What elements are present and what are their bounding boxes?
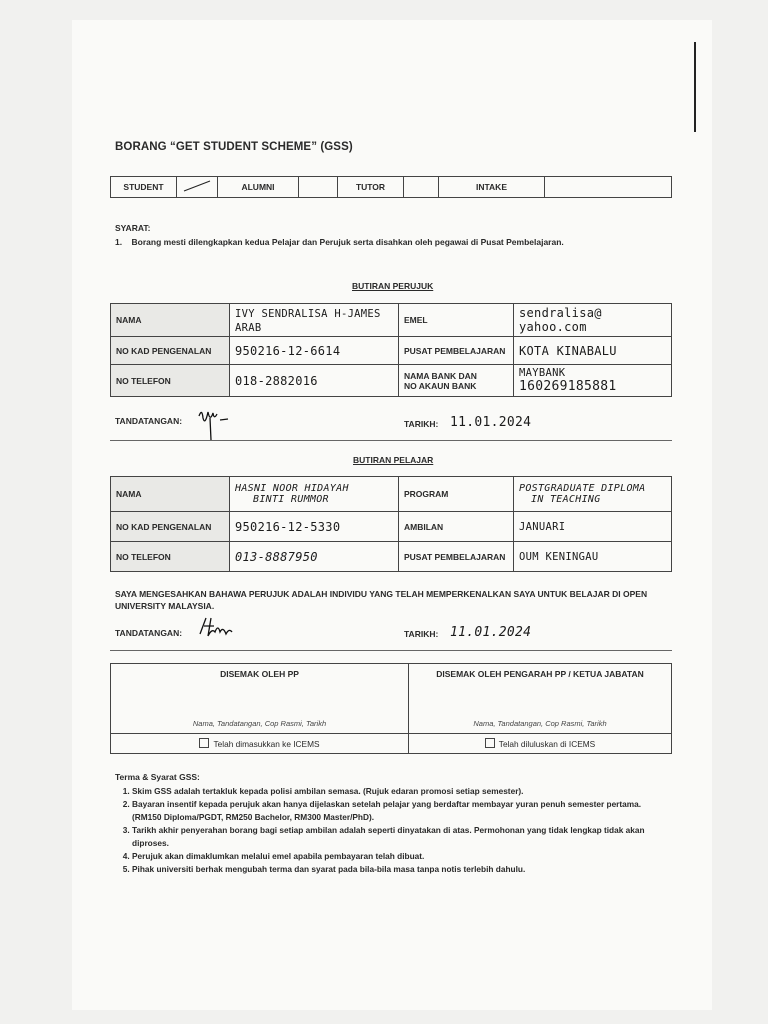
form-title: BORANG “GET STUDENT SCHEME” (GSS) xyxy=(115,141,353,153)
verification-table xyxy=(110,663,672,754)
pelajar-tel-label: NO TELEFON xyxy=(111,542,230,572)
pelajar-program-field[interactable] xyxy=(514,477,672,512)
perujuk-tel-value: 018-2882016 xyxy=(235,373,318,388)
intake-field[interactable] xyxy=(545,177,672,198)
page-edge-mark xyxy=(694,42,696,132)
pelajar-tel-field[interactable] xyxy=(230,542,399,572)
syarat-item: 1. Borang mesti dilengkapkan kedua Pelajar dan Perujuk serta disahkan oleh pegawai di Pusat Pembelajaran. xyxy=(115,237,564,247)
perujuk-nama-value: IVY SENDRALISA H-JAMES ARAB xyxy=(235,308,381,334)
perujuk-signature[interactable] xyxy=(196,404,240,449)
icems-entered-label: Telah dimasukkan ke ICEMS xyxy=(213,739,320,749)
pelajar-nama-line2: BINTI RUMMOR xyxy=(253,494,329,505)
perujuk-bank-name: MAYBANK xyxy=(519,367,566,379)
pelajar-signature[interactable] xyxy=(196,614,240,649)
pelajar-section-title: BUTIRAN PELAJAR xyxy=(353,455,434,465)
pelajar-ic-label: NO KAD PENGENALAN xyxy=(111,512,230,542)
perujuk-sign-label: TANDATANGAN: xyxy=(115,416,183,426)
declaration-sign-label: TANDATANGAN: xyxy=(115,628,183,638)
student-checkbox[interactable] xyxy=(177,177,218,198)
divider xyxy=(110,440,672,441)
perujuk-bank-label-line1: NAMA BANK DAN xyxy=(404,370,477,381)
terms-item: 2. Bayaran insentif kepada perujuk akan hanya dijelaskan setelah pelajar yang berdaftar membayar yuran penuh semester pertama. (RM150 Diploma/PGDT, RM250 Bachelor, RM300 Master/PhD). xyxy=(132,798,672,824)
pelajar-nama-field[interactable] xyxy=(230,477,399,512)
pelajar-pusat-value: OUM KENINGAU xyxy=(519,550,599,563)
pelajar-signature-mark xyxy=(196,614,240,644)
director-verify-caption: Nama, Tandatangan, Cop Rasmi, Tarikh xyxy=(473,719,607,728)
icems-approved-checkbox[interactable] xyxy=(485,738,495,748)
perujuk-emel-label: EMEL xyxy=(399,304,514,337)
pp-verify-title: DISEMAK OLEH PP xyxy=(220,669,299,679)
declaration-text: SAYA MENGESAHKAN BAHAWA PERUJUK ADALAH INDIVIDU YANG TELAH MEMPERKENALKAN SAYA UNTUK BELAJAR DI OPEN UNIVERSITY MALAYSIA. xyxy=(115,589,648,611)
perujuk-bank-field[interactable] xyxy=(514,365,672,397)
declaration-date-label: TARIKH: xyxy=(404,629,439,639)
perujuk-ic-field[interactable] xyxy=(230,337,399,365)
pelajar-tel-value: 013-8887950 xyxy=(235,549,318,564)
check-stroke-icon xyxy=(182,179,212,193)
icems-entered-checkbox[interactable] xyxy=(199,738,209,748)
pp-verify-cell[interactable] xyxy=(111,664,409,734)
terms-item: 5. Pihak universiti berhak mengubah terma dan syarat pada bila-bila masa tanpa notis terlebih dahulu. xyxy=(132,863,672,876)
perujuk-bank-label xyxy=(399,365,514,397)
perujuk-nama-field[interactable] xyxy=(230,304,399,337)
intake-label: INTAKE xyxy=(439,177,545,198)
category-table xyxy=(110,176,672,198)
icems-approved-label: Telah diluluskan di ICEMS xyxy=(498,739,596,749)
perujuk-tel-label: NO TELEFON xyxy=(111,365,230,397)
perujuk-bank-account: 160269185881 xyxy=(519,379,617,394)
pelajar-ambilan-field[interactable] xyxy=(514,512,672,542)
pp-verify-caption: Nama, Tandatangan, Cop Rasmi, Tarikh xyxy=(192,719,327,728)
declaration-date-value[interactable]: 11.01.2024 xyxy=(450,625,532,640)
icems-entered-cell[interactable] xyxy=(111,734,409,754)
perujuk-nama-label: NAMA xyxy=(111,304,230,337)
director-verify-cell[interactable] xyxy=(409,664,672,734)
pelajar-pusat-field[interactable] xyxy=(514,542,672,572)
perujuk-ic-label: NO KAD PENGENALAN xyxy=(111,337,230,365)
pelajar-ambilan-value: JANUARI xyxy=(519,520,566,533)
terms-item: 1. Skim GSS adalah tertakluk kepada polisi ambilan semasa. (Rujuk edaran promosi setiap semester). xyxy=(132,785,672,798)
perujuk-tel-field[interactable] xyxy=(230,365,399,397)
terms-list xyxy=(114,785,672,876)
terms-item: 3. Tarikh akhir penyerahan borang bagi setiap ambilan adalah seperti dinyatakan di atas. Permohonan yang tidak lengkap tidak akan diproses. xyxy=(132,824,672,850)
perujuk-bank-label-line2: NO AKAUN BANK xyxy=(404,380,477,391)
perujuk-signature-mark xyxy=(196,404,240,444)
pelajar-pusat-label: PUSAT PEMBELAJARAN xyxy=(399,542,514,572)
pelajar-program-label: PROGRAM xyxy=(399,477,514,512)
perujuk-ic-value: 950216-12-6614 xyxy=(235,343,341,358)
perujuk-table xyxy=(110,303,672,397)
pelajar-nama-line1: HASNI NOOR HIDAYAH xyxy=(235,483,349,494)
pelajar-ic-field[interactable] xyxy=(230,512,399,542)
pelajar-ic-value: 950216-12-5330 xyxy=(235,519,341,534)
perujuk-pusat-label: PUSAT PEMBELAJARAN xyxy=(399,337,514,365)
perujuk-date-value[interactable]: 11.01.2024 xyxy=(450,415,532,430)
alumni-label: ALUMNI xyxy=(218,177,299,198)
terms-title: Terma & Syarat GSS: xyxy=(115,772,200,782)
tutor-label: TUTOR xyxy=(338,177,404,198)
perujuk-section-title: BUTIRAN PERUJUK xyxy=(352,281,434,291)
student-label: STUDENT xyxy=(111,177,177,198)
pelajar-ambilan-label: AMBILAN xyxy=(399,512,514,542)
tutor-checkbox[interactable] xyxy=(404,177,439,198)
pelajar-program-line1: POSTGRADUATE DIPLOMA xyxy=(519,483,646,494)
alumni-checkbox[interactable] xyxy=(299,177,338,198)
perujuk-emel-value: sendralisa@ yahoo.com xyxy=(519,306,602,334)
director-verify-title: DISEMAK OLEH PENGARAH PP / KETUA JABATAN xyxy=(436,669,644,679)
icems-approved-cell[interactable] xyxy=(409,734,672,754)
perujuk-emel-field[interactable] xyxy=(514,304,672,337)
pelajar-table xyxy=(110,476,672,572)
perujuk-pusat-value: KOTA KINABALU xyxy=(519,343,617,358)
divider xyxy=(110,650,672,651)
perujuk-pusat-field[interactable] xyxy=(514,337,672,365)
terms-item: 4. Perujuk akan dimaklumkan melalui emel apabila pembayaran telah dibuat. xyxy=(132,850,672,863)
pelajar-nama-label: NAMA xyxy=(111,477,230,512)
perujuk-date-label: TARIKH: xyxy=(404,419,439,429)
syarat-label: SYARAT: xyxy=(115,223,151,233)
pelajar-program-line2: IN TEACHING xyxy=(531,494,601,505)
